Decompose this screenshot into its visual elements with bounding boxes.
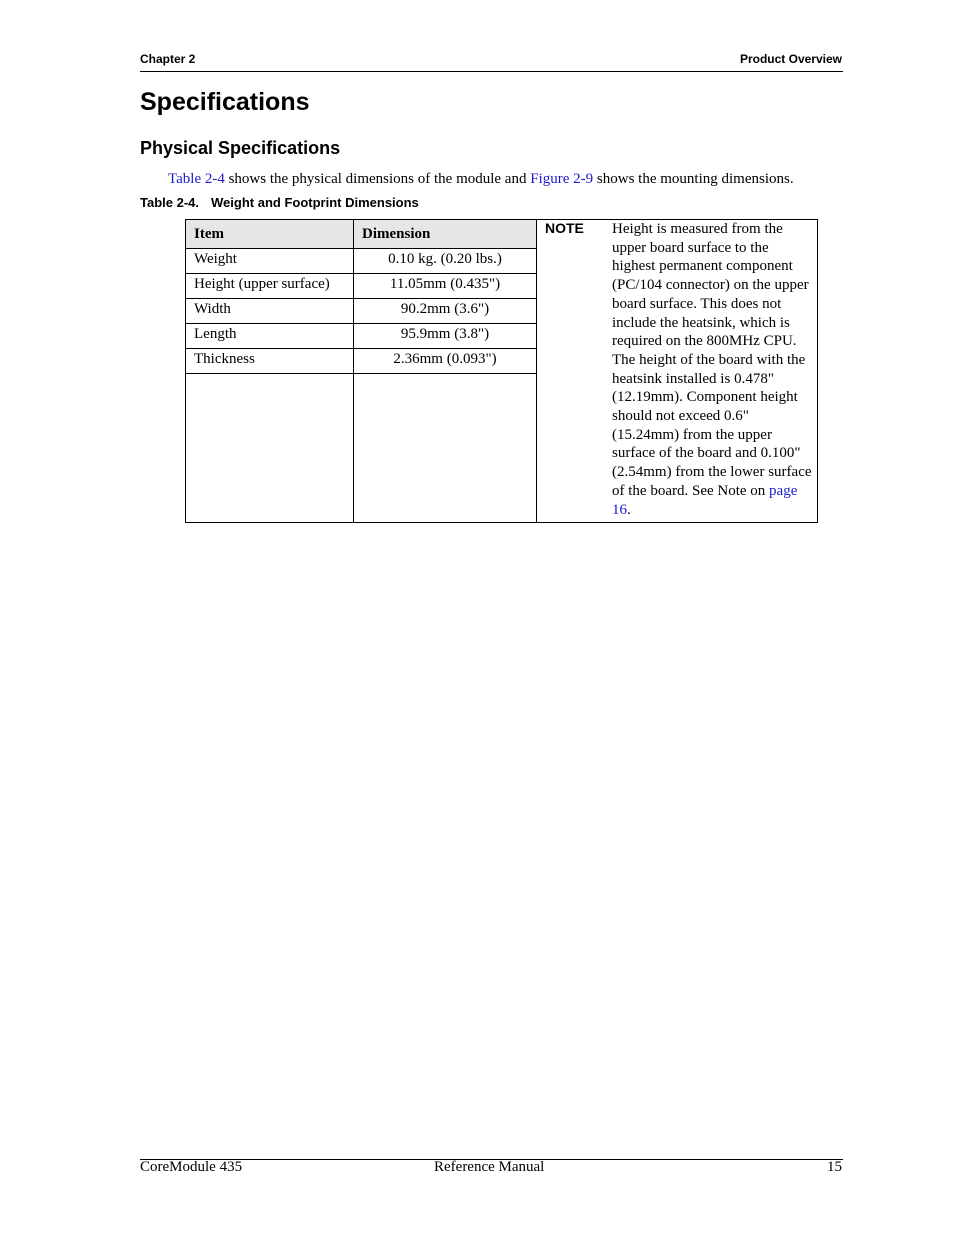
header-rule: [140, 71, 843, 72]
header-section: Product Overview: [739, 52, 842, 66]
table-row: [186, 349, 537, 374]
section-title: Physical Specifications: [140, 138, 341, 158]
table-caption-number: Table 2-4.: [140, 195, 200, 210]
table-cell-dimension: 95.9mm (3.8"): [354, 324, 537, 349]
table-cell-dimension: 2.36mm (0.093"): [354, 349, 537, 374]
table-frame: [185, 219, 818, 523]
table-cell-item: Width: [186, 299, 354, 324]
table-2-4-link[interactable]: Table 2-4: [168, 171, 225, 187]
table-row: [186, 274, 537, 299]
column-header-item: Item: [186, 220, 354, 249]
page-16-link[interactable]: page 16: [612, 482, 798, 518]
table-cell-dimension: 11.05mm (0.435"): [354, 274, 537, 299]
table-cell-dimension: 90.2mm (3.6"): [354, 299, 537, 324]
table-cell-item: Height (upper surface): [186, 274, 354, 299]
figure-2-9-link[interactable]: Figure 2-9: [530, 171, 594, 187]
table-cell-dimension: 0.10 kg. (0.20 lbs.): [354, 249, 537, 274]
table-cell-item: Weight: [186, 249, 354, 274]
table-caption: [140, 195, 419, 210]
table-cell-empty: [354, 374, 537, 524]
note-label: NOTE: [545, 220, 584, 236]
footer-page-number: 15: [827, 1159, 842, 1175]
header-chapter: Chapter 2: [140, 52, 196, 66]
footer-doc-title: Reference Manual: [434, 1159, 545, 1175]
footer-product: CoreModule 435: [140, 1159, 243, 1175]
table-row: [186, 249, 537, 274]
table-header-row: [186, 220, 537, 249]
intro-paragraph: [168, 171, 794, 188]
table-cell-empty: [186, 374, 354, 524]
intro-text-2: shows the mounting dimensions.: [593, 171, 794, 187]
table-row: [186, 324, 537, 349]
table-row: [186, 299, 537, 324]
page-title: Specifications: [140, 88, 310, 116]
note-text: [612, 220, 812, 519]
table-row-empty: [186, 374, 537, 524]
table-cell-item: Thickness: [186, 349, 354, 374]
column-header-dimension: Dimension: [354, 220, 537, 249]
note-end: .: [627, 501, 631, 518]
note-body: Height is measured from the upper board surface to the highest permanent component (PC/104 connector) on the upper board surface. This does not include the heatsink, which is required on the 800MHz CPU. The height of the board with the heatsink installed is 0.478" (12.19mm). Component height should not exceed 0.6" (15.24mm) from the upper surface of the board and 0.100" (2.54mm) from the lower surface of the board. See Note on: [612, 221, 812, 499]
intro-text-1: shows the physical dimensions of the module and: [224, 171, 531, 187]
dimensions-table: [186, 220, 537, 523]
table-cell-item: Length: [186, 324, 354, 349]
table-caption-title: Weight and Footprint Dimensions: [211, 195, 419, 210]
